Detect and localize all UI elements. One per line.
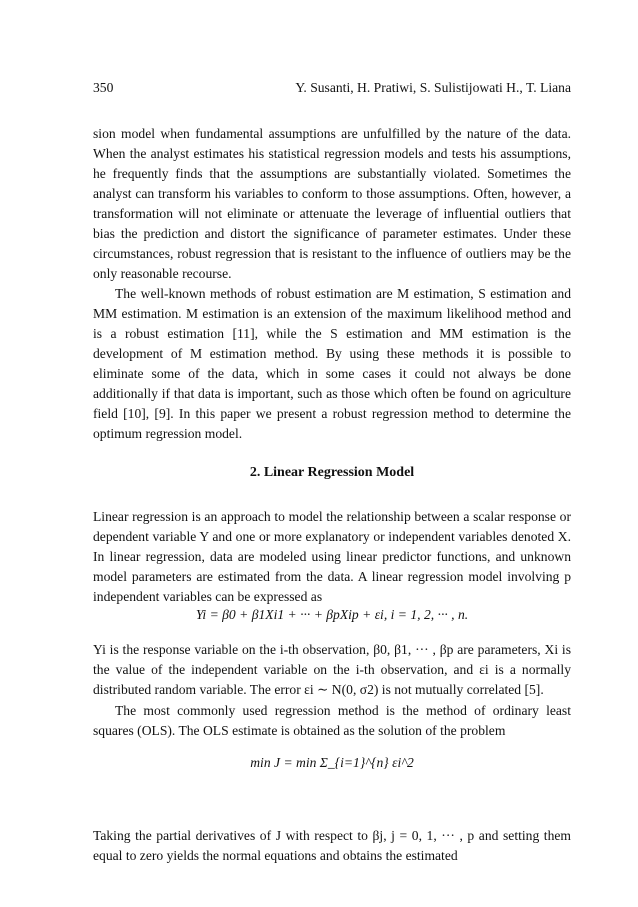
ols-objective-equation (93, 755, 571, 771)
running-header-authors: Y. Susanti, H. Pratiwi, S. Sulistijowati H., T. Liana (295, 80, 571, 95)
section-paragraph-4: Taking the partial derivatives of J with respect to βj, j = 0, 1, ··· , p and setting them equal to zero yields the normal equations and obtains the estimated (93, 828, 571, 863)
ols-objective-text: min J = min Σ_{i=1}^{n} εi^2 (250, 755, 414, 770)
section-heading: 2. Linear Regression Model (249, 465, 415, 480)
section-paragraph-3: The most commonly used regression method is the method of ordinary least squares (OLS). The OLS estimate is obtained as the solution of the problem (93, 703, 571, 738)
intro-paragraph-1: sion model when fundamental assumptions are unfulfilled by the nature of the data. When the analyst estimates his statistical regression models and tests his assumptions, he frequently finds that the assumptions are substantially violated. Sometimes the analyst can transform his variables to conform to those assumptions. Often, however, a transformation will not eliminate or attenuate the leverage of influential outliers that bias the prediction and distort the significance of parameter estimates. Under these circumstances, robust regression that is resistant to the influence of outliers may be the only reasonable recourse. (93, 126, 571, 281)
regression-equation: Yi = β0 + β1Xi1 + ··· + βpXip + εi, i = 1, 2, ··· , n. (195, 607, 469, 622)
page-number: 350 (93, 80, 114, 95)
section-paragraph-1: Linear regression is an approach to model the relationship between a scalar response or dependent variable Y and one or more explanatory or independent variables denoted X. In linear regression, data are modeled using linear predictor functions, and unknown model parameters are estimated from the data. A linear regression model involving p independent variables can be expressed as (93, 509, 571, 604)
intro-paragraph-2: The well-known methods of robust estimation are M estimation, S estimation and MM estimation. M estimation is an extension of the maximum likelihood method and is a robust estimation [11], while the S estimation and MM estimation is the development of M estimation method. By using these methods it is possible to eliminate some of the data, which in some cases it could not always be done additionally if that data is important, such as those which often be found on agriculture field [10], [9]. In this paper we present a robust regression method to determine the optimum regression model. (93, 286, 571, 441)
section-paragraph-2: Yi is the response variable on the i-th observation, β0, β1, ··· , βp are parameters, Xi is the value of the independent variable on the i-th observation, and εi is a normally distributed random variable. The error εi ∼ N(0, σ2) is not mutually correlated [5]. (93, 642, 571, 697)
intro-text (93, 124, 571, 444)
